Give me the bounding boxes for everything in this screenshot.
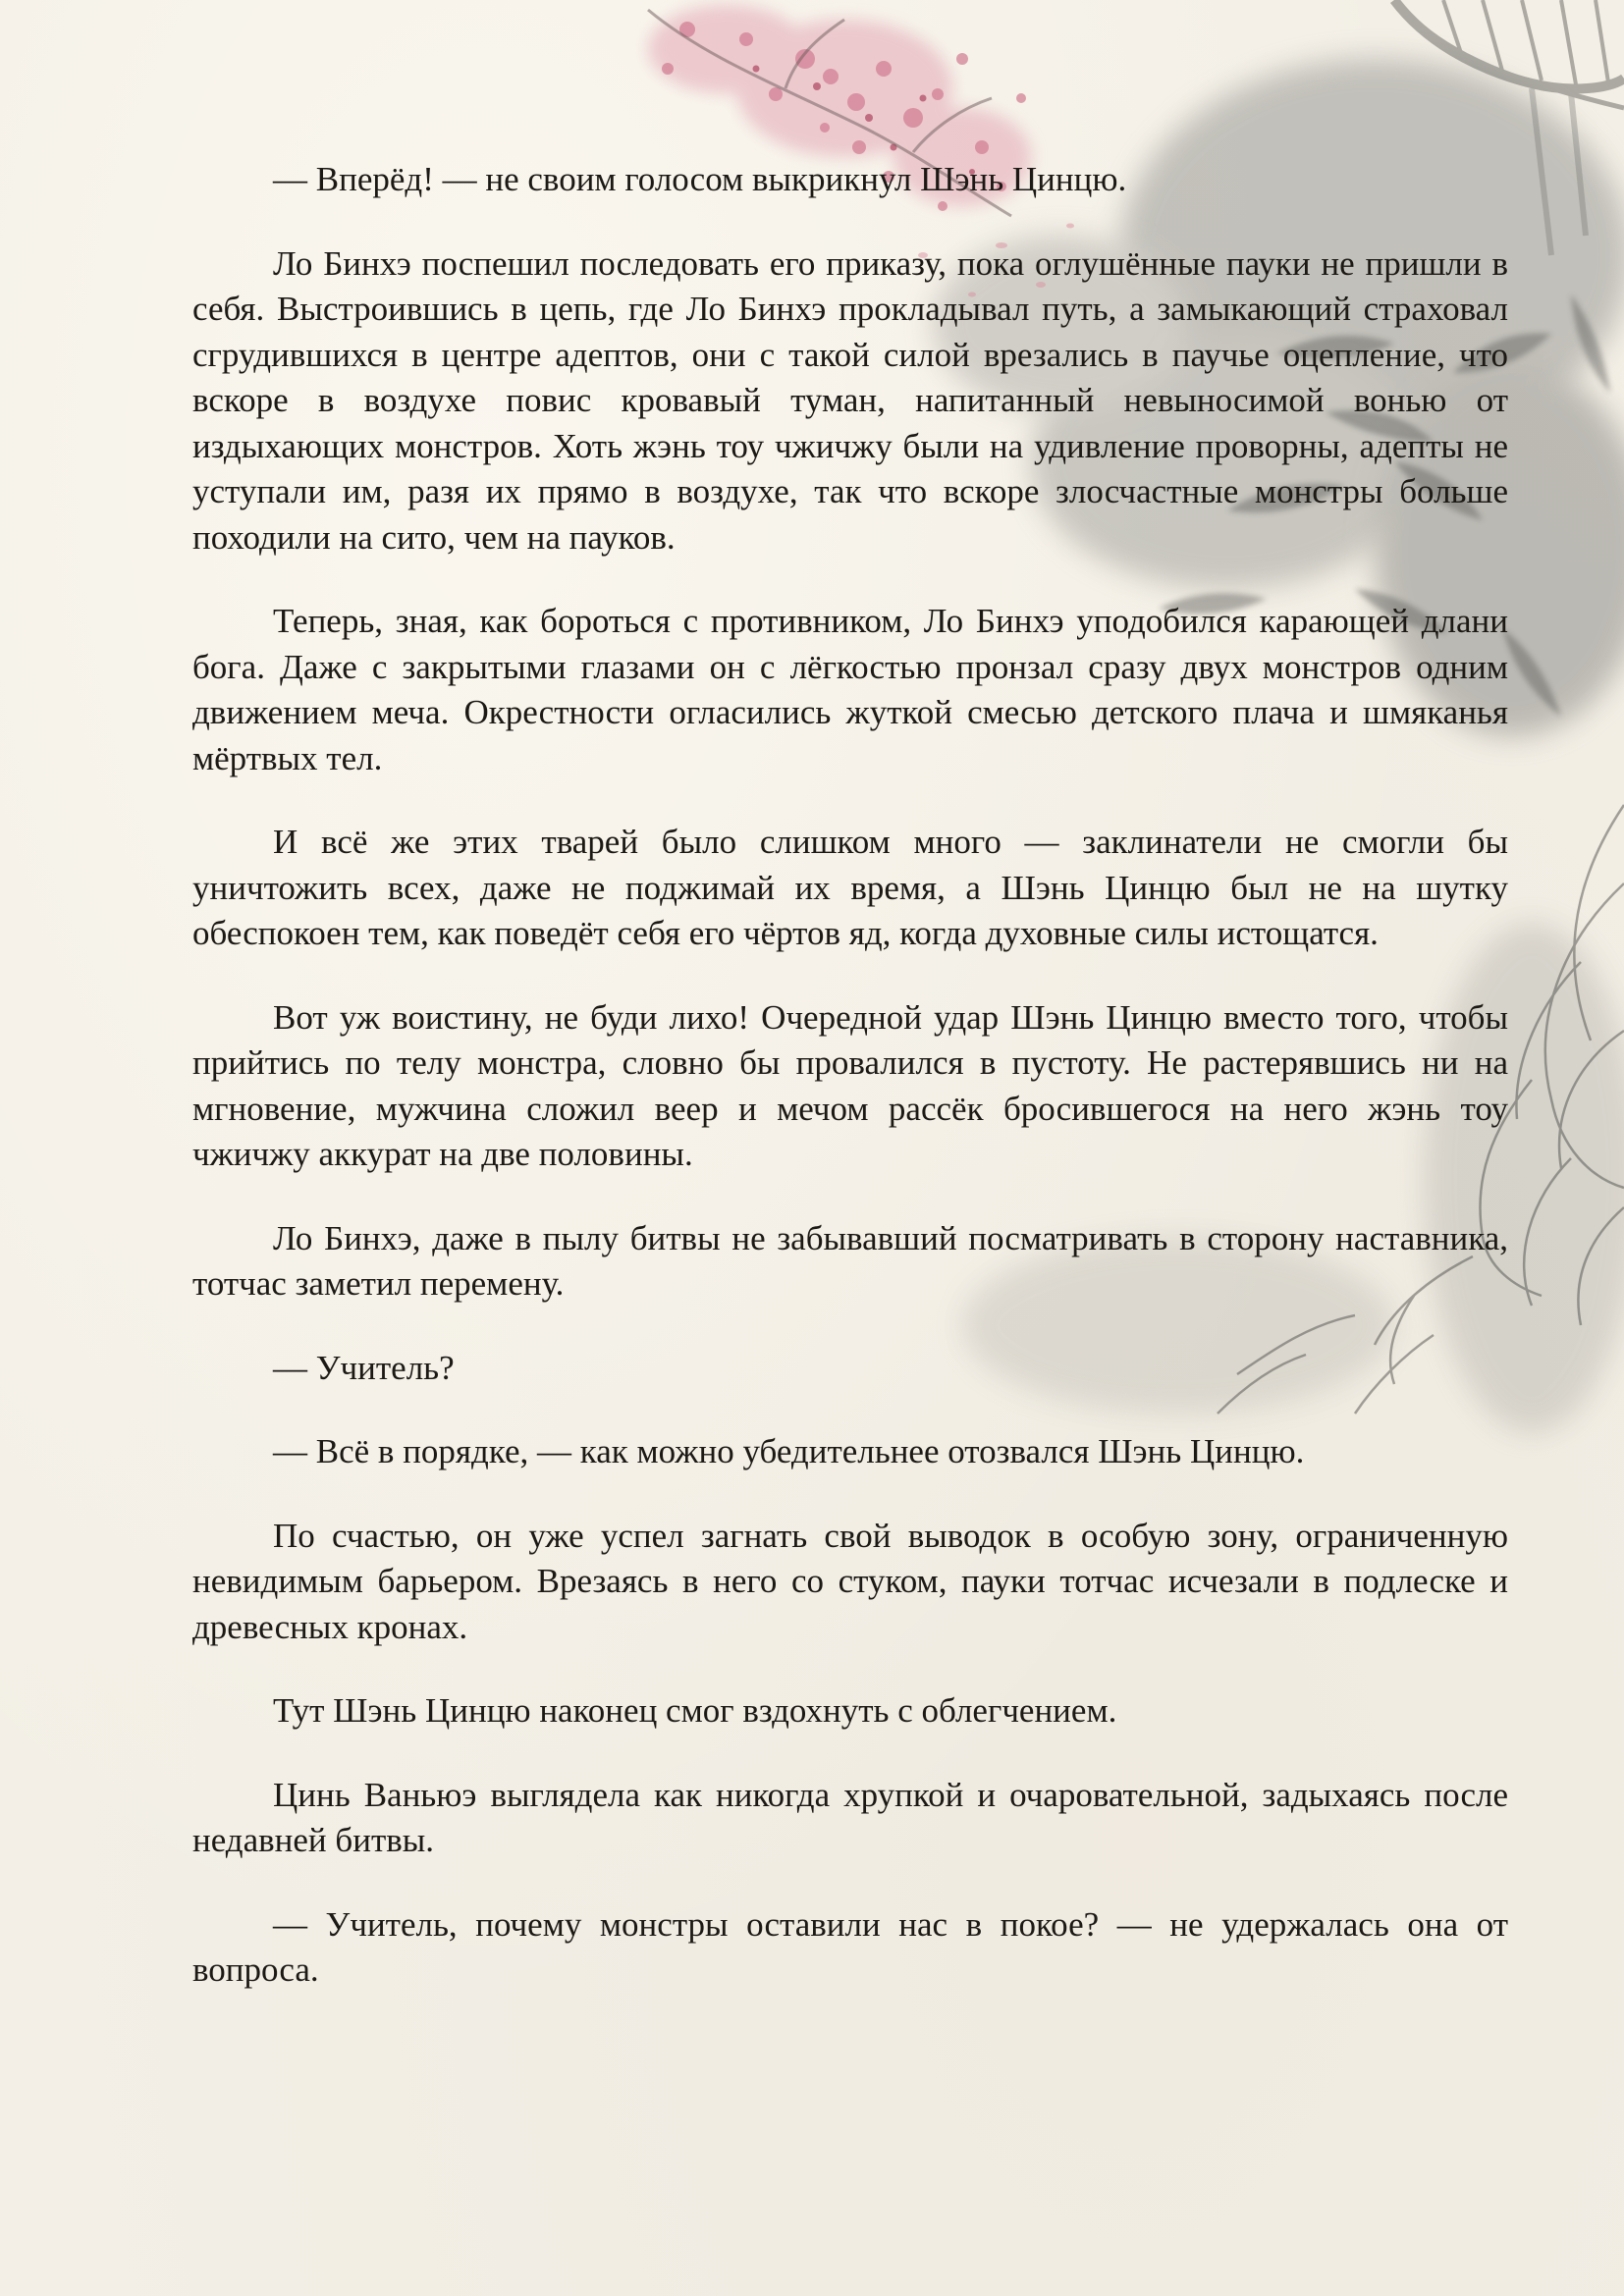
paragraph: Вот уж воистину, не буди лихо! Очередной удар Шэнь Цинцю вместо того, чтобы прийтись по телу монстра, словно бы провалился в пустоту. Не растерявшись ни на мгновение, мужчина сложил веер и мечом рассёк бросившегося на него жэнь тоу чжичжу аккурат на две половины. xyxy=(192,997,1508,1173)
story-text xyxy=(192,157,1508,2032)
paragraph: — Учитель, почему монстры оставили нас в покое? — не удержалась она от вопроса. xyxy=(192,1904,1508,1989)
paragraph: Цинь Ваньюэ выглядела как никогда хрупкой и очаровательной, задыхаясь после недавней битвы. xyxy=(192,1775,1508,1859)
paragraph: Ло Бинхэ поспешил последовать его приказу, пока оглушённые пауки не пришли в себя. Выстроившись в цепь, где Ло Бинхэ прокладывал путь, а замыкающий страховал сгрудившихся в центре адептов, они с такой силой врезались в паучье оцепление, что вскоре в воздухе повис кровавый туман, напитанный невыносимой вонью от издыхающих монстров. Хоть жэнь тоу чжичжу были на удивление проворны, адепты не уступали им, разя их прямо в воздухе, так что вскоре злосчастные монстры больше походили на сито, чем на пауков. xyxy=(192,243,1508,557)
paragraph: По счастью, он уже успел загнать свой выводок в особую зону, ограниченную невидимым барьером. Врезаясь в него со стуком, пауки тотчас исчезали в подлеске и древесных кронах. xyxy=(192,1516,1508,1646)
paragraph: Теперь, зная, как бороться с противником, Ло Бинхэ уподобился карающей длани бога. Даже с закрытыми глазами он с лёгкостью пронзал сразу двух монстров одним движением меча. Окрестности огласились жуткой смесью детского плача и шмяканья мёртвых тел. xyxy=(192,602,1508,777)
paragraph: И всё же этих тварей было слишком много — заклинатели не смогли бы уничтожить всех, даже не поджимай их время, а Шэнь Цинцю был не на шутку обеспокоен тем, как поведёт себя его чёртов яд, когда духовные силы истощатся. xyxy=(192,823,1508,952)
paragraph: — Учитель? xyxy=(273,1348,455,1387)
paragraph: — Всё в порядке, — как можно убедительнее отозвался Шэнь Цинцю. xyxy=(273,1432,1305,1470)
paragraph: Тут Шэнь Цинцю наконец смог вздохнуть с облегчением. xyxy=(273,1691,1117,1730)
paragraph: Ло Бинхэ, даже в пылу битвы не забывавший посматривать в сторону наставника, тотчас заметил перемену. xyxy=(192,1218,1508,1303)
paragraph: — Вперёд! — не своим голосом выкрикнул Шэнь Цинцю. xyxy=(273,160,1127,198)
